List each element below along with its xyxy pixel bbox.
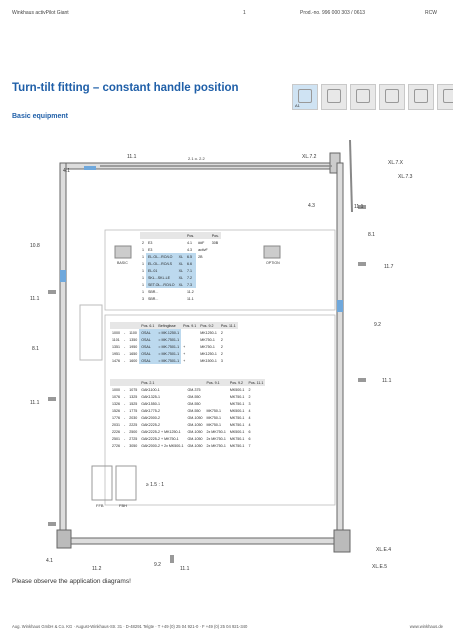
label-pos-10-8: 10.8 [30,243,40,249]
table-cell: GAK1325-1 [141,394,160,399]
label-pos-11-1-right-b: 11.1 [382,378,392,384]
label-pos-11-1-bottom: 11.1 [180,566,190,572]
table-row [110,343,238,350]
table-cell: EL.OL...RO/LS [146,260,177,267]
table-cell: GAK1550-1 [141,401,160,406]
table-cell: - [124,401,126,406]
label-pos-11-2: 11.2 [92,566,102,572]
table-cell: 7.3 [185,281,196,288]
table-cell: 1000 [112,387,120,392]
table-cell [210,260,221,267]
table-cell: GAK1775-2 [141,408,160,413]
table-cell: - [124,429,126,434]
table-cell: OSAL [139,336,156,343]
table-cell [181,336,198,343]
table-cell: 1100 [129,330,137,335]
table-cell: 6 [248,436,251,441]
table-cell: MK750-1 [200,344,215,349]
table-cell: MK1250-1 [200,330,217,335]
table-cell: GM-1050 [187,422,203,427]
table-cell: GM-1050 [187,443,203,448]
table-cell: + [183,344,186,349]
table-row [110,407,265,414]
table-row [110,329,238,336]
table-cell: 1325 [129,394,138,399]
table-header-cell: Pos. 9.2 [228,379,247,386]
table-cell: - [124,436,126,441]
table-cell: 2501 [112,436,120,441]
page-subtitle: Basic equipment [12,113,69,120]
table-header-cell: Pos. 9.1 [204,379,227,386]
label-ffb: FFB [96,503,104,508]
table-row [140,288,221,295]
table-header-cell [146,232,177,239]
label-xl-e5: XL.E.5 [372,564,388,570]
table-row [140,295,221,302]
header-page: 1 [243,10,246,16]
table-row [110,350,238,357]
footer-address: Aug. Winkhaus GmbH & Co. KG · August-Winkhaus-Str. 31 · D-48291 Telgte · T +49 (0) 25 04 921-0 · F +49 (0) 25 04 921-340 [12,624,248,629]
table-cell: 1350 [129,337,138,342]
table-cell: GAK2225-2 + MK1250-1 [141,429,181,434]
table-cell: GM-550 [187,408,201,413]
table-cell: 1326 [112,401,120,406]
table-cell: SET.OL...RO/LO [148,282,175,287]
table-cell [204,386,227,393]
label-pos-xl-7-3: XL.7.3 [398,174,413,180]
table-cell: 2x MK750-1 [206,436,226,441]
table-cell [177,295,185,302]
table-cell: MK750-1 [229,415,245,420]
table-cell [196,295,210,302]
table-cell: GM-550 [187,401,201,406]
table-cell: + [183,358,186,363]
table-cell: GM-1050 [187,429,203,434]
table-cell: 1526 [112,408,120,413]
table-cell: 1 [142,247,144,252]
table-header-cell: Befinglisse [156,322,181,329]
table-cell [196,260,210,267]
table-cell: 7.2 [185,274,196,281]
table-row [140,239,221,246]
table-cell: 1776 [112,415,120,420]
label-pos-9-2-bottom: 9.2 [154,562,161,568]
table-header-row [110,322,238,329]
table-cell: MK1250-1 [200,351,217,356]
table-cell: 7.1 [185,267,196,274]
table-cell: 1650 [129,351,138,356]
table-cell: SBR... [148,296,159,301]
table-row [140,267,221,274]
table-row [110,336,238,343]
table-cell: 4.3 [186,247,192,252]
espagnolette-table [110,379,265,449]
table-cell: GAK2000-2 + 2x MK500-1 [141,443,184,448]
table-cell: MK750-1 [206,422,222,427]
table-cell [210,253,221,260]
table-header-cell: Pos. 9.1 [183,323,197,328]
table-row [110,421,265,428]
table-cell: MK750-1 [206,408,222,413]
table-cell: OSAL [139,343,156,350]
table-cell: - [124,408,126,413]
label-pos-4-3: 4.3 [308,203,315,209]
table-cell: 1000 [112,330,120,335]
label-pos-8-1-left: 8.1 [32,346,39,352]
table-header-cell [110,379,122,386]
table-cell: 11.2 [186,289,194,294]
table-row [110,442,265,449]
table-cell: 7 [248,443,251,448]
table-cell: 2726 [112,443,120,448]
table-cell: 1 [142,282,144,287]
label-pos-11-1-right: 11.1 [354,204,364,210]
table-cell: - [124,344,126,349]
table-cell: - [124,351,126,356]
header-code: RCW [425,10,437,16]
table-row [110,400,265,407]
table-cell: 1 [142,275,144,280]
table-cell: MK500-1 [229,387,245,392]
table-row [140,274,221,281]
table-cell: - [124,443,126,448]
table-cell: XL [178,282,183,287]
table-cell: 4.1 [186,240,192,245]
table-header-cell [185,379,204,386]
table-cell: GAK1100-1 [141,387,160,392]
application-note: Please observe the application diagrams! [12,578,131,585]
table-cell [210,281,221,288]
table-header-row [110,379,265,386]
table-cell: = MK.1250-1 [158,330,180,335]
table-cell [204,400,227,407]
table-cell: = MK.7501-1 [158,337,180,342]
basic-equipment-table [140,232,221,302]
table-cell: = MK.7501-1 [158,351,180,356]
table-cell: 2x MK750-1 [206,443,226,448]
table-cell: 2 [248,394,251,399]
table-cell: 1951 [112,351,120,356]
table-cell: EL.OL...RO/LO [146,253,177,260]
label-pos-11-1-left-b: 11.1 [30,400,40,406]
table-cell [210,288,221,295]
label-pos-xl-7-x: XL.7.X [388,160,404,166]
table-cell: XL [178,268,183,273]
table-cell [196,281,210,288]
table-cell: 1 [142,254,144,259]
table-cell: = MK.7501-1 [158,344,180,349]
table-header-cell: Pos. 6.1 [141,323,155,328]
table-cell: 11.1 [186,296,194,301]
table-header-cell [110,322,122,329]
table-cell: 4 [248,415,251,420]
table-cell: - [124,394,126,399]
table-header-cell: Pos. 9.2 [198,322,219,329]
table-cell [210,267,221,274]
table-cell: E3 [148,247,153,252]
table-cell: 2x MK750-1 [206,429,226,434]
table-cell [210,274,221,281]
table-row [140,246,221,253]
label-pos-9-2: 9.2 [374,322,381,328]
table-row [110,386,265,393]
table-row [110,414,265,421]
table-cell: 1076 [112,394,120,399]
table-cell: MK750-1 [229,422,245,427]
table-cell: MK750-1 [200,337,215,342]
table-cell: 2 [248,387,251,392]
table-cell: 1 [142,261,144,266]
table-cell [196,267,210,274]
table-cell: - [124,415,126,420]
thumbnail-a1: A1 [292,84,318,110]
table-cell: SBR... [148,289,159,294]
table-cell: 2 [220,344,223,349]
header-product-no: Prod.-no. 996 000 303 / 0613 [300,10,366,16]
table-cell: XL [178,261,183,266]
table-cell: 1101 [112,337,120,342]
table-cell: OSAL [139,357,156,364]
table-cell: 2 [220,351,223,356]
table-cell: 1775 [129,408,138,413]
table-cell [210,295,221,302]
page-title: Turn-tilt fitting – constant handle position [12,82,239,94]
table-header-cell: Pos. 2.1 [139,379,185,386]
table-cell: 1525 [129,401,138,406]
table-cell: 3 [142,296,144,301]
table-cell: GM-1050 [187,436,203,441]
table-cell: 2 [220,337,223,342]
table-cell: ##F [198,240,205,245]
table-cell: GAK2225-2 [141,422,160,427]
table-cell: GM-375 [187,387,201,392]
label-xl-e4: XL.E.4 [376,547,392,553]
table-cell: 3 [248,401,251,406]
table-cell: SKL...SKL.LE [146,274,177,281]
table-cell: 2 [220,330,223,335]
table-cell: 2226 [112,429,120,434]
table-cell: MK1500-1 [200,358,217,363]
label-basic: BASIC [117,261,128,265]
label-pos-4-1-bottom: 4.1 [46,558,53,564]
table-cell: EL.01 [146,267,177,274]
table-cell: 1950 [129,344,138,349]
table-cell: 2 [142,240,144,245]
table-header-cell [177,232,185,239]
table-cell: E3 [148,240,153,245]
table-header-cell: Pos. [211,233,219,238]
table-cell: = MK.7501-1 [158,358,180,363]
table-cell: MK500-1 [229,408,245,413]
table-cell: MK750-1 [229,394,245,399]
table-cell: 2725 [129,436,138,441]
table-row [140,253,221,260]
table-cell: - [124,358,126,363]
table-row [140,260,221,267]
table-row [110,435,265,442]
table-cell: 1 [142,268,144,273]
table-header-row [140,232,221,239]
table-cell: MK750-1 [229,443,245,448]
table-cell [196,274,210,281]
table-cell: 6 [248,429,251,434]
table-row [110,357,238,364]
table-header-cell: Pos. 11.1 [248,380,264,385]
table-cell: - [124,330,126,335]
table-cell: MK500-1 [229,429,245,434]
table-cell: OSAL [139,329,156,336]
table-cell: - [124,337,126,342]
tilt-stay-table [110,322,238,364]
table-row [110,428,265,435]
label-pos-11-1-left: 11.1 [30,296,40,302]
table-cell [204,393,227,400]
table-cell [177,288,185,295]
table-cell: MK750-1 [229,436,245,441]
table-cell: 2B [198,254,203,259]
table-cell: activF [198,247,208,252]
table-header-cell [127,322,139,329]
table-cell: 2030 [129,415,138,420]
table-cell [177,239,185,246]
label-option: OPTION [266,261,280,265]
table-cell: 2225 [129,422,138,427]
table-cell: GAK2000-2 [141,415,160,420]
table-cell: 1351 [112,344,120,349]
table-cell: 2500 [129,429,138,434]
footer-website: www.winkhaus.de [409,624,443,629]
label-pos-2-1: 2.1 o. 2.2 [188,156,205,161]
table-cell [196,288,210,295]
table-cell: 1476 [112,358,120,363]
table-cell: MK750-1 [229,401,245,406]
table-cell: 4 [248,422,251,427]
table-cell: 4 [248,408,251,413]
table-cell: - [124,422,126,427]
table-cell: 3 [220,358,223,363]
label-ratio: ≥ 1.5 : 1 [146,482,165,488]
table-cell [181,329,198,336]
table-row [140,281,221,288]
table-cell: GAK2225-2 + MK750-1 [141,436,179,441]
table-cell: + [183,351,186,356]
table-header-cell [127,379,139,386]
label-fbh: FBH [119,503,127,508]
table-cell: OSAL [139,350,156,357]
table-cell: 2031 [112,422,120,427]
table-cell: 1600 [129,358,138,363]
table-cell [177,246,185,253]
table-cell [210,246,221,253]
table-cell: 1 [142,289,144,294]
table-header-cell [196,232,210,239]
label-pos-xl-7-2: XL.7.2 [302,154,317,160]
label-pos-11-7: 11.7 [384,264,394,270]
table-row [110,393,265,400]
table-cell: 3050 [129,443,138,448]
table-cell: 6.6 [185,260,196,267]
label-pos-8-1-right: 8.1 [368,232,375,238]
table-cell: XL [178,275,183,280]
table-header-cell: Pos. [186,233,195,238]
table-cell: GM-1050 [187,415,203,420]
table-cell: 1075 [129,387,138,392]
label-pos-11-1: 11.1 [127,154,137,160]
table-cell: 30B [211,240,219,245]
label-pos-4-1: 4.1 [63,168,70,174]
table-header-cell: Pos. 11.1 [220,323,236,328]
table-cell: MK750-1 [206,415,222,420]
table-cell: XL [178,254,183,259]
table-cell: 6.5 [185,253,196,260]
table-cell: GM-550 [187,394,201,399]
table-cell: - [124,387,126,392]
header-brand: Winkhaus activPilot Giant [12,10,69,16]
